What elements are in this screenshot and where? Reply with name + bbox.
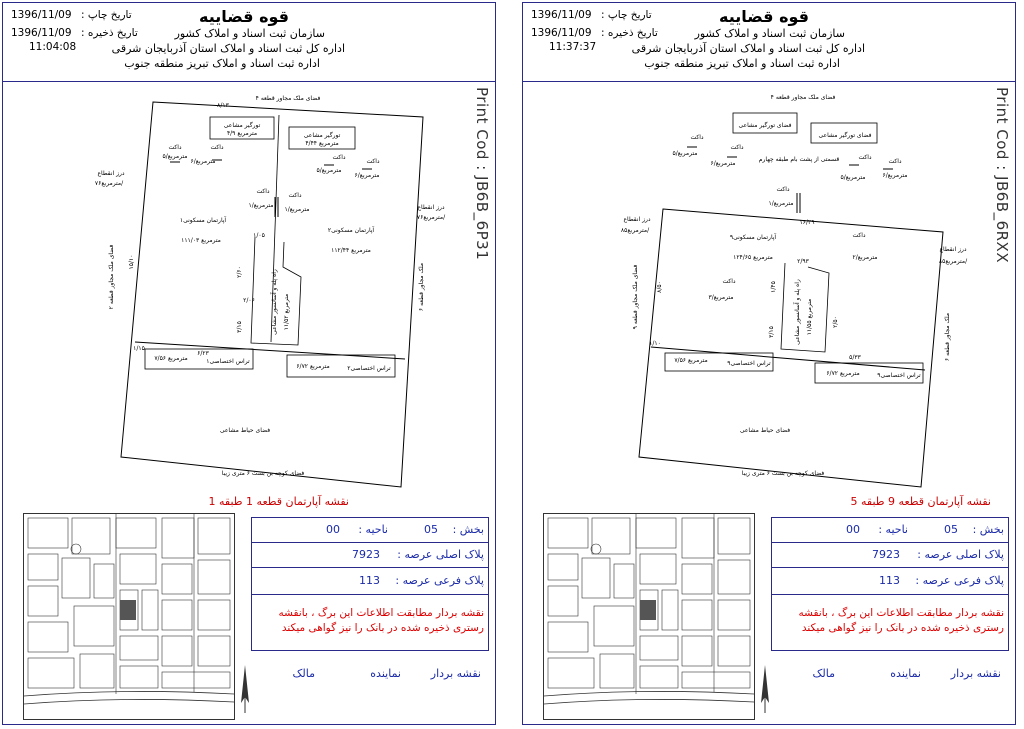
terrace-2-label: تراس اختصاصی۹ [877,372,921,379]
north-arrow-icon [239,665,251,715]
section-value: 05 [944,523,958,536]
duct-6-area: مترمربع/۲ [852,254,878,261]
room-b-label: تورگیر مشاعی [303,132,341,139]
section-row [772,518,1008,543]
org-line-1: سازمان ثبت اسناد و املاک کشور [694,27,845,40]
main-plate-row [772,543,1008,568]
dim-s2: ۳/۱۵ [236,321,243,333]
expansion-area-right: مترمربع۸۵/ [938,258,968,265]
right-neighbor-label: ملک مجاور قطعه ۶ [944,312,951,362]
duct-6-label: داکت [852,232,866,239]
apt2-label: آپارتمان مسکونی۲ [327,227,375,234]
duct-3-label: داکت [858,154,872,161]
map-title: نقشه آپارتمان قطعه 9 طبقه 5 [850,495,991,508]
room-a-label: تورگیر مشاعی [223,122,261,129]
stairwell-outline [781,263,829,352]
subject-parcel [640,600,656,620]
sub-plate-value: 113 [879,574,900,587]
dim-s3: ۲/۵۰ [832,316,839,328]
dim-top: ۸/۱۳ [217,102,229,109]
apt9-label: آپارتمان مسکونی۹ [729,234,777,241]
duct-3-label: داکت [332,154,346,161]
room-a-label: فضای تورگیر مشاعی [738,122,792,129]
duct-4-label: داکت [366,158,380,165]
surveyor-signature: نقشه بردار [950,667,1001,680]
owner-signature: مالک [812,667,835,680]
sheet-header [3,3,495,82]
duct-7-area: مترمربع/۳ [708,294,734,301]
print-date: 1396/11/09 [531,9,592,21]
save-time: 11:37:37 [549,41,597,53]
locator-map [23,513,235,720]
terrace-1-label: تراس اختصاصی۱ [206,358,250,365]
district-label: ناحیه : [358,523,388,536]
duct-3-area: مترمربع/۵ [840,174,866,181]
bottom-alley-label: فضای کوچه بن بست ۶ متری زیبا [741,470,825,477]
terrace-1-area: مترمربع ۷/۵۶ [154,355,188,362]
duct-4-label: داکت [888,158,902,165]
top-neighbor-label: فضای ملک مجاور قطعه ۴ [255,95,321,102]
duct-4-area: مترمربع/۶ [882,172,908,179]
duct-1-area: مترمربع/۵ [672,150,698,157]
duct-5-label: داکت [776,186,790,193]
dim-b: ۶/۲۳ [197,350,209,357]
bottom-alley-label: فضای کوچه بن بست ۶ متری زیبا [221,470,305,477]
locator-map-drawing [544,514,754,719]
left-neighbor-label: فضای ملک مجاور قطعه ۲ [108,244,115,310]
sub-plate-label: پلاک فرعی عرصه : [915,574,1004,587]
roof-note: قسمتی از پشت بام طبقه چهارم [758,156,840,163]
print-date: 1396/11/09 [11,9,72,21]
dim-bl: ۱/۱۵ [133,345,145,352]
dim-top: ۱۶/۴۹ [799,219,815,226]
parcel-info-box [251,517,489,651]
room-a-area: مترمربع ۴/۹ [226,130,258,137]
locator-map [543,513,755,720]
save-time: 11:04:08 [29,41,77,53]
surveyor-signature: نقشه بردار [430,667,481,680]
org-line-3: اداره ثبت اسناد و املاک تبریز منطقه جنوب [124,57,320,70]
terrace-1-area: مترمربع ۷/۵۶ [674,357,708,364]
duct-5-area: مترمربع/۱ [768,200,794,207]
duct-3-area: مترمربع/۵ [316,167,342,174]
district-value: 00 [846,523,860,536]
sub-plate-label: پلاک فرعی عرصه : [395,574,484,587]
apt2-area: مترمربع ۱۱۲/۴۴ [331,247,371,254]
dim-s1: ۱/۴۵ [770,281,777,293]
duct-5-area: مترمربع/۱ [248,202,274,209]
dim-mid: ۲/۹۳ [797,258,809,265]
duct-2-label: داکت [730,144,744,151]
certification-note: نقشه بردار مطابقت اطلاعات این برگ ، بانقشه رستری ذخیره شده در بانک را نیز گواهی میکند [798,607,1004,634]
terrace-2-label: تراس اختصاصی۲ [347,365,391,372]
map-title: نقشه آپارتمان قطعه 1 طبقه 1 [208,495,349,508]
sheet-header [523,3,1015,82]
duct-2-label: داکت [210,144,224,151]
section-label: بخش : [452,523,484,536]
sub-plate-row [252,568,488,595]
expansion-area-right: مترمربع۷۶/ [416,214,446,221]
terrace-2-area: مترمربع ۶/۷۲ [296,363,330,370]
duct-6-label: داکت [288,192,302,199]
expansion-area-left: مترمربع۸۵/ [620,227,650,234]
dim-left: ۸/۵۰ [656,281,663,293]
main-plate-row [252,543,488,568]
expansion-area-left: مترمربع۷۶/ [94,180,124,187]
yard-label: فضای حیاط مشاعی [739,427,791,434]
print-code: Print Cod : JB6B_6RXX [993,87,1011,264]
section-row [252,518,488,543]
org-line-3: اداره ثبت اسناد و املاک تبریز منطقه جنوب [644,57,840,70]
locator-map-drawing [24,514,234,719]
page-title: قوه قضاییه [719,7,810,26]
main-plate-value: 7923 [872,548,900,561]
duct-7-label: داکت [722,278,736,285]
save-date-label: تاریخ ذخیره : [81,27,138,39]
floor-plan [603,87,968,487]
apt1-area: مترمربع ۱۱۱/۰۳ [181,237,221,244]
org-line-2: اداره کل ثبت اسناد و املاک استان آذربایجان شرقی [631,42,865,55]
duct-1-label: داکت [168,144,182,151]
save-date-label: تاریخ ذخیره : [601,27,658,39]
parcel-info-box [771,517,1009,651]
right-neighbor-label: ملک مجاور قطعه ۶ [418,262,425,312]
room-b-area: مترمربع ۴/۴۴ [305,140,339,147]
save-date: 1396/11/09 [531,27,592,39]
dim-s1: ۲/۶۰ [236,266,243,278]
apt9-area: مترمربع ۱۲۴/۶۵ [733,254,773,261]
duct-6-area: مترمربع/۱ [284,206,310,213]
owner-signature: مالک [292,667,315,680]
duct-2-area: مترمربع/۶ [710,160,736,167]
print-date-label: تاریخ چاپ : [601,9,652,21]
dim-s2: ۳/۱۵ [768,326,775,338]
top-neighbor-label: فضای ملک مجاور قطعه ۴ [770,94,836,101]
stairs-label: راه پله و آسانسور مشاعی [271,269,278,335]
terrace-1-label: تراس اختصاصی۹ [727,360,771,367]
duct-4-area: مترمربع/۶ [354,172,380,179]
main-plate-value: 7923 [352,548,380,561]
lot-boundary [639,209,943,487]
duct-2-area: مترمربع/۶ [190,158,216,165]
sub-plate-value: 113 [359,574,380,587]
print-code: Print Cod : JB6B_6P31 [473,87,491,261]
district-value: 00 [326,523,340,536]
dim-mid: ۱/۰۵ [253,232,265,239]
certification-note: نقشه بردار مطابقت اطلاعات این برگ ، بانقشه رستری ذخیره شده در بانک را نیز گواهی میکند [278,607,484,634]
dim-bl: ۱/۱۰ [649,340,661,347]
left-neighbor-label: فضای ملک مجاور قطعه ۹ [632,264,639,330]
district-label: ناحیه : [878,523,908,536]
print-date-label: تاریخ چاپ : [81,9,132,21]
page-title: قوه قضاییه [199,7,290,26]
representative-signature: نماینده [370,667,401,680]
expansion-joint-left: درز انقطاع [97,170,125,177]
duct-1-area: مترمربع/۵ [162,153,188,160]
expansion-joint-right: درز انقطاع [939,246,967,253]
dim-s3: ۲/۰۶ [243,297,255,304]
representative-signature: نماینده [890,667,921,680]
expansion-joint-right: درز انقطاع [417,204,445,211]
save-date: 1396/11/09 [11,27,72,39]
duct-1-label: داکت [690,134,704,141]
dim-left: ۱۵/۱۰ [128,254,135,270]
org-line-1: سازمان ثبت اسناد و املاک کشور [174,27,325,40]
section-label: بخش : [972,523,1004,536]
subject-parcel [120,600,136,620]
section-value: 05 [424,523,438,536]
room-b-label: فضای تورگیر مشاعی [818,132,872,139]
apt1-label: آپارتمان مسکونی۱ [179,217,227,224]
dim-br: ۵/۳۳ [849,354,861,361]
deed-sheet-right [522,2,1016,725]
sub-plate-row [772,568,1008,595]
stairs-area: مترمربع ۱۱/۵۵ [806,298,813,336]
floor-plan [83,87,446,487]
stairs-label: راه پله و آسانسور مشاعی [794,279,801,345]
main-plate-label: پلاک اصلی عرصه : [397,548,484,561]
yard-label: فضای حیاط مشاعی [219,427,271,434]
expansion-joint-left: درز انقطاع [623,216,651,223]
deed-sheet-left [2,2,496,725]
duct-5-label: داکت [256,188,270,195]
org-line-2: اداره کل ثبت اسناد و املاک استان آذربایجان شرقی [111,42,345,55]
stairs-area: مترمربع ۱۱/۵۲ [283,293,290,331]
main-plate-label: پلاک اصلی عرصه : [917,548,1004,561]
north-arrow-icon [759,665,771,715]
terrace-2-area: مترمربع ۶/۷۲ [826,370,860,377]
